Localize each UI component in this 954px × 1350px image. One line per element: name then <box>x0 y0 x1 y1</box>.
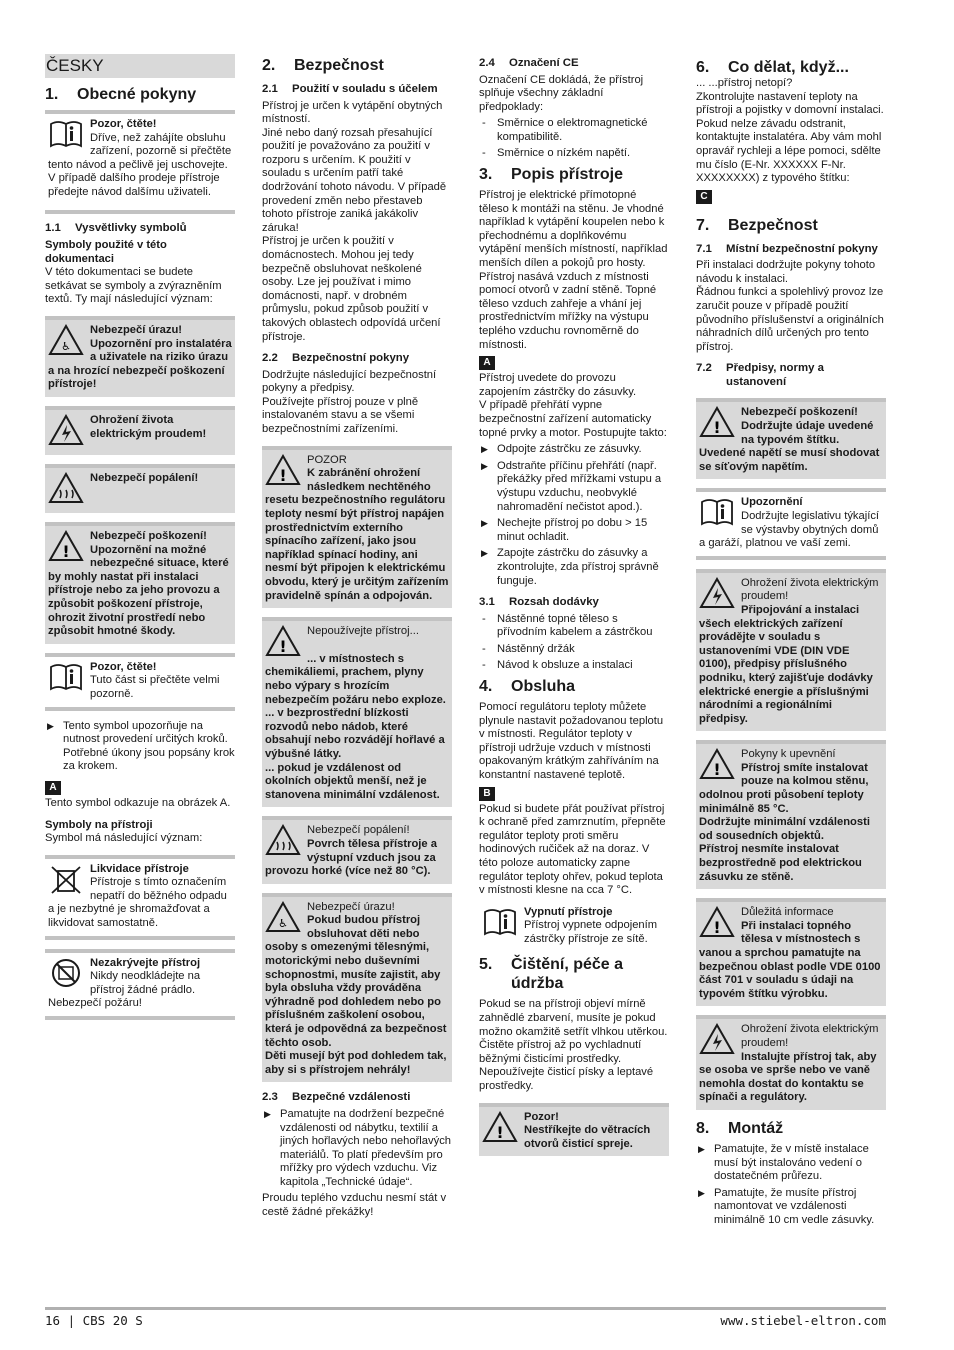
figure-tag-a: A <box>45 781 61 795</box>
svg-text:!: ! <box>62 542 70 561</box>
subheading: Symboly použité v této dokumentaci <box>45 239 167 265</box>
heading-3: 3. Popis přístroje <box>479 166 624 184</box>
column-4 <box>696 54 886 1231</box>
info-book-icon <box>482 906 520 940</box>
heading-1-1: 1.1 Vysvětlivky symbolů <box>45 221 187 234</box>
column-3 <box>479 54 669 1165</box>
warning-electric: Ohrožení života elektrickým proudem! <box>45 406 235 455</box>
figure-tag-a: A <box>479 356 495 370</box>
website-url: www.stiebel-eltron.com <box>720 1313 886 1328</box>
heading-6: 6. Co dělat, když... <box>696 59 849 76</box>
warning-important: ! Důležitá informace Při instalaci topného tělesa v místnostech s vanou a sprchou pamatujte na bezpečnou oblast podle VDE 0100 část 701 v souladu s údaji na typovém štítku výrobku. <box>696 898 886 1006</box>
svg-text:♿: ♿ <box>61 340 71 354</box>
warning-electric: Ohrožení života elektrickým proudem! Připojování a instalaci všech elektrických zařízení provádějte v souladu s ustanoveními VDE (DIN VDE 0100), předpisy příslušného podniku, který zajišťuje dodávky elektrické energie a příslušnými národními a regionálními předpisy. <box>696 569 886 732</box>
paragraph: Označení CE dokládá, že přístroj splňuje všechny základní předpoklady: <box>479 73 644 113</box>
paragraph: V případě přehřátí vypne bezpečnostní zařízení automaticky topné prvky a motor. Postupujte takto: <box>479 399 667 439</box>
arrow-item: ▶ Pamatujte, že musíte přístroj namontovat ve vzdálenosti minimálně 10 cm vedle zásuvky. <box>696 1187 886 1228</box>
dash-item: - Návod k obsluze a instalaci <box>479 659 669 673</box>
heading-7: 7. Bezpečnost <box>696 216 818 234</box>
paragraph: Pokud se na přístroji objeví mírně zahnědlé zbarvení, musíte je pokud možno okamžitě setřít vlhkou utěrkou. Čistěte přístroj až po vychladnutí běžnými čisticími prostředky. Nepoužívejte čisticí písky a leptavé prostředky. <box>479 998 668 1093</box>
warning-injury: ♿ Nebezpečí úrazu! Upozornění pro instalatéra a uživatele na riziko úrazu a na hrozící nebezpečí poškození přístroje! <box>45 316 235 397</box>
warning-damage: ! Nebezpečí poškození! Upozornění na možné nebezpečné situace, které by mohly nastat při instalaci přístroje nebo za jeho provozu a způsobit poškození přístroje, ohrozit životní prostředí nebo způsobit hmotné škody. <box>45 522 235 644</box>
heading-8: 8. Montáž <box>696 1119 784 1137</box>
info-book-icon <box>699 496 737 530</box>
paragraph: Zkontrolujte nastavení teploty na přístroji a pojistky v domovní instalaci. <box>696 90 884 117</box>
exclamation-icon <box>699 406 737 440</box>
paragraph: ... ...přístroj netopí? <box>696 77 793 89</box>
heading-2-3: 2.3 Bezpečné vzdálenosti <box>262 1091 411 1104</box>
heading-5: 5. Čištění, péče a údržba <box>479 956 624 993</box>
language-header: ČESKY <box>45 54 235 78</box>
paragraph: V této dokumentaci se budete setkávat se symboly a zvýrazněním textů. Ty mají následující význam: <box>45 266 222 306</box>
arrow-item: ▶ Nechejte přístroj po dobu > 15 minut ochladit. <box>479 517 669 544</box>
figure-tag-c: C <box>696 190 712 204</box>
arrow-item: ▶ Odstraňte příčinu přehřátí (např. překážky před mřížkami vstupu a výstupu vzduchu, neobvyklé nahromadění nečistot apod.). <box>479 460 669 514</box>
paragraph: Přístroj nasává vzduch z místnosti pomocí otvorů v zadní stěně. Topné těleso vzduch zahřeje a vhání jej prostřednictvím mřížky na výstupu teplého vzduchu rovnoměrně do místnosti. <box>479 270 657 351</box>
heading-2-4: 2.4 Označení CE <box>479 57 579 69</box>
exclamation-icon <box>48 530 86 564</box>
exclamation-icon <box>265 625 303 659</box>
heading-2-1: 2.1 Použití v souladu s účelem <box>262 83 438 95</box>
paragraph: Přístroj je elektrické přímotopné těleso k montáži na stěnu. Je vhodné například k vytápění koupelen nebo k přechodnému a doplňkovému vytápění menších místností, například menších dílen a pokojů pro hosty. <box>479 189 668 270</box>
electric-hazard-icon <box>699 577 737 611</box>
paragraph: Používejte přístroj pouze v plně instalovaném stavu a se všemi bezpečnostními zařízeními. <box>262 395 419 436</box>
paragraph: Jiné nebo daný rozsah přesahující použití je považováno za použití v rozporu s určením. K použití v souladu s určením patří také dodržování tohoto návodu. V případě provedení změn nebo přestaveb tohoto přístroje zaniká jakákoliv záruka! <box>262 126 447 234</box>
paragraph: Při instalaci dodržujte pokyny tohoto návodu k instalaci. <box>696 259 876 285</box>
read-notice-box: Pozor, čtěte! Dříve, než zahájíte obsluhu zařízení, pozorně si přečtěte tento návod a pečlivě jej uschovejte. V případě dalšího prodeje přístroje předejte návod dalšímu uživateli. <box>45 110 235 205</box>
svg-text:!: ! <box>713 418 721 438</box>
warning-injury: ♿ Nebezpečí úrazu! Pokud budou přístroj obsluhovat děti nebo osoby s omezenými tělesnými, motorickými nebo duševními schopnostmi, musíte zajistit, aby byla obsluha vždy prováděna výhradně pod dohledem nebo po příslušném zaškolení osobou, která je odpovědná za bezpečnost těchto osob. Děti musejí být pod dohledem tak, aby si s přístrojem nehrály! <box>262 893 452 1083</box>
arrow-item: ▶ Pamatujte, že v místě instalace musí být instalováno vedení o dostatečném průřezu. <box>696 1143 886 1184</box>
svg-text:♿: ♿ <box>278 916 288 930</box>
switch-off-box: Vypnutí přístroje Přístroj vypnete odpojením zástrčky přístroje ze sítě. <box>479 902 669 952</box>
warning-electric: Ohrožení života elektrickým proudem! Instalujte přístroj tak, aby se osoba ve sprše nebo ve vaně nemohla dostat do kontaktu se spínači a regulátory. <box>696 1015 886 1110</box>
paragraph: Symbol má následující význam: <box>45 832 203 845</box>
warning-reset: ! POZOR K zabránění ohrožení následkem nechtěného resetu bezpečnostního regulátoru teploty nesmí být přístroj napájen prostřednictvím externího spínacího zařízení, jako jsou například spínací hodiny, ani nesmí být připojen k elektrickému obvodu, který je určitým zařízením pravidelně spínán a odpojován. <box>262 446 452 609</box>
heading-7-2: 7.2 Předpisy, normy a ustanovení <box>696 362 824 388</box>
exclamation-icon <box>699 906 737 940</box>
disposal-box: Likvidace přístroje Přístroje s tímto označením nepatří do běžného odpadu a je nezbytné je shromažďovat a likvidovat samostatně. <box>45 855 235 940</box>
heading-7-1: 7.1 Místní bezpečnostní pokyny <box>696 242 878 255</box>
crossed-bin-icon <box>48 863 86 897</box>
svg-text:!: ! <box>279 637 287 657</box>
electric-hazard-icon <box>699 1023 737 1057</box>
paragraph: Dodržujte následující bezpečnostní pokyny a předpisy. <box>262 368 437 395</box>
arrow-item: ▶ Zapojte zástrčku do zásuvky a zkontrolujte, zda přístroj správně funguje. <box>479 547 669 588</box>
heading-2-2: 2.2 Bezpečnostní pokyny <box>262 352 410 365</box>
paragraph: Pokud si budete přát používat přístroj k ochraně před zamrznutím, přepněte regulátor teploty proti směru hodinových ručiček až na doraz. V této poloze automaticky zapne regulátor teploty ohřev, pokud teplota v místnosti klesne na cca 7 °C. <box>479 802 666 897</box>
svg-text:!: ! <box>279 465 287 485</box>
paragraph: Pomocí regulátoru teploty můžete plynule nastavit požadovanou teplotu v místnosti. Regulátor teploty v přístroji udržuje vzduch v místnosti opakovaným krátkým zahříváním na konstantní nastavené teplotě. <box>479 700 664 781</box>
warning-do-not-use: ! Nepoužívejte přístroj... ... v místnostech s chemikáliemi, prachem, plyny nebo výpary s hrozícím nebezpečím požáru nebo exploze. ... v bezprostřední blízkosti rozvodů nebo nádob, které obsahují nebo rozvádějí hořlavé a výbušné látky. ... pokud je vzdálenost od okolních objektů menší, než je stanovena minimální vzdálenost. <box>262 617 452 807</box>
heading-3-1: 3.1 Rozsah dodávky <box>479 596 599 609</box>
page-number: 16 | CBS 20 S <box>45 1313 143 1328</box>
exclamation-icon <box>265 454 303 488</box>
svg-text:!: ! <box>713 760 721 780</box>
electric-hazard-icon <box>48 414 86 448</box>
paragraph: Přístroj uvedete do provozu zapojením zástrčky do zásuvky. <box>479 372 637 398</box>
arrow-item: ▶ Odpojte zástrčku ze zásuvky. <box>479 443 669 457</box>
svg-text:!: ! <box>713 918 721 938</box>
figure-tag-b: B <box>479 787 495 801</box>
paragraph: Přístroj je určen k vytápění obytných místností. <box>262 99 443 126</box>
dash-item: - Nástěnný držák <box>479 643 669 657</box>
arrow-item: ▶ Tento symbol upozorňuje na nutnost provedení určitých kroků. Potřebné úkony jsou popsány krok za krokem. <box>45 720 235 774</box>
svg-text:!: ! <box>496 1122 504 1142</box>
warning-triangle-icon <box>265 901 303 935</box>
warning-cleaning: ! Pozor! Nestříkejte do větracích otvorů čisticí spreje. <box>479 1103 669 1157</box>
heading-4: 4. Obsluha <box>479 677 576 695</box>
heading-2: 2. Bezpečnost <box>262 57 384 74</box>
dash-item: - Nástěnné topné těleso s přívodním kabelem a zástrčkou <box>479 613 669 640</box>
dash-item: - Směrnice o nízkém napětí. <box>479 147 669 161</box>
column-2 <box>262 54 452 1220</box>
warning-burn: Nebezpečí popálení! <box>45 464 235 513</box>
dash-item: - Směrnice o elektromagnetické kompatibilitě. <box>479 117 669 144</box>
do-not-cover-box: Nezakrývejte přístroj Nikdy neodkládejte na přístroj žádné prádlo. Nebezpečí požáru! <box>45 949 235 1020</box>
do-not-cover-icon <box>48 957 86 991</box>
notice-box: Upozornění Dodržujte legislativu týkající se výstavby obytných domů a garáží, platnou ve vaší zemi. <box>696 488 886 559</box>
hot-surface-icon <box>48 472 86 506</box>
warning-burn: Nebezpečí popálení! Povrch tělesa přístroje a výstupní vzduch jsou za provozu horké (více než 80 °C). <box>262 816 452 883</box>
hot-surface-icon <box>265 824 303 858</box>
heading-1: 1. Obecné pokyny <box>45 86 197 103</box>
arrow-item: ▶ Pamatujte na dodržení bezpečné vzdálenosti od nábytku, textilií a jiných hořlavých nebo nehořlavých materiálů. To platí především pro mřížky pro výdech vzduchu. Viz kapitola „Technické údaje“. <box>262 1108 452 1190</box>
column-1 <box>45 81 235 1029</box>
warning-mounting: ! Pokyny k upevnění Přístroj smíte instalovat pouze na kolmou stěnu, odolnou proti působení teploty minimálně 85 °C. Dodržujte minimální vzdálenosti od sousedních objektů. Přístroj nesmíte instalovat bezprostředně pod elektrickou zásuvku ze stěně. <box>696 740 886 889</box>
warning-triangle-icon <box>48 324 86 358</box>
warning-damage: ! Nebezpečí poškození! Dodržujte údaje uvedené na typovém štítku. Uvedené napětí se musí shodovat se síťovým napětím. <box>696 398 886 479</box>
exclamation-icon <box>699 748 737 782</box>
paragraph: Pokud nelze závadu odstranit, kontaktujte instalatéra. Aby vám mohl opravář rychleji a lépe pomoci, sdělte mu číslo (E-Nr. XXXXXX F-Nr. XXXXXXXX) z typového štítku: <box>696 117 882 185</box>
exclamation-icon <box>482 1111 520 1145</box>
paragraph: Řádnou funkci a spolehlivý provoz lze zaručit pouze v případě použití původního příslušenství a originálních náhradních dílů určených pro tento přístroj. <box>696 286 884 353</box>
info-book-icon <box>48 118 86 152</box>
page-footer <box>45 1307 886 1328</box>
paragraph: Proudu teplého vzduchu nesmí stát v cestě žádné překážky! <box>262 1192 447 1219</box>
read-attention-box: Pozor, čtěte! Tuto část si přečtěte velmi pozorně. <box>45 653 235 711</box>
paragraph: Přístroj je určen k použití v domácnostech. Mohou jej tedy bezpečně obsluhovat neškolené osoby. Lze jej používat i mimo domácnosti, např. v drobném průmyslu, pokud způsob použití v takových oblastech odpovídá určení přístroje. <box>262 235 441 343</box>
paragraph: Tento symbol odkazuje na obrázek A. <box>45 796 231 809</box>
info-book-icon <box>48 661 86 695</box>
subheading: Symboly na přístroji <box>45 818 153 831</box>
